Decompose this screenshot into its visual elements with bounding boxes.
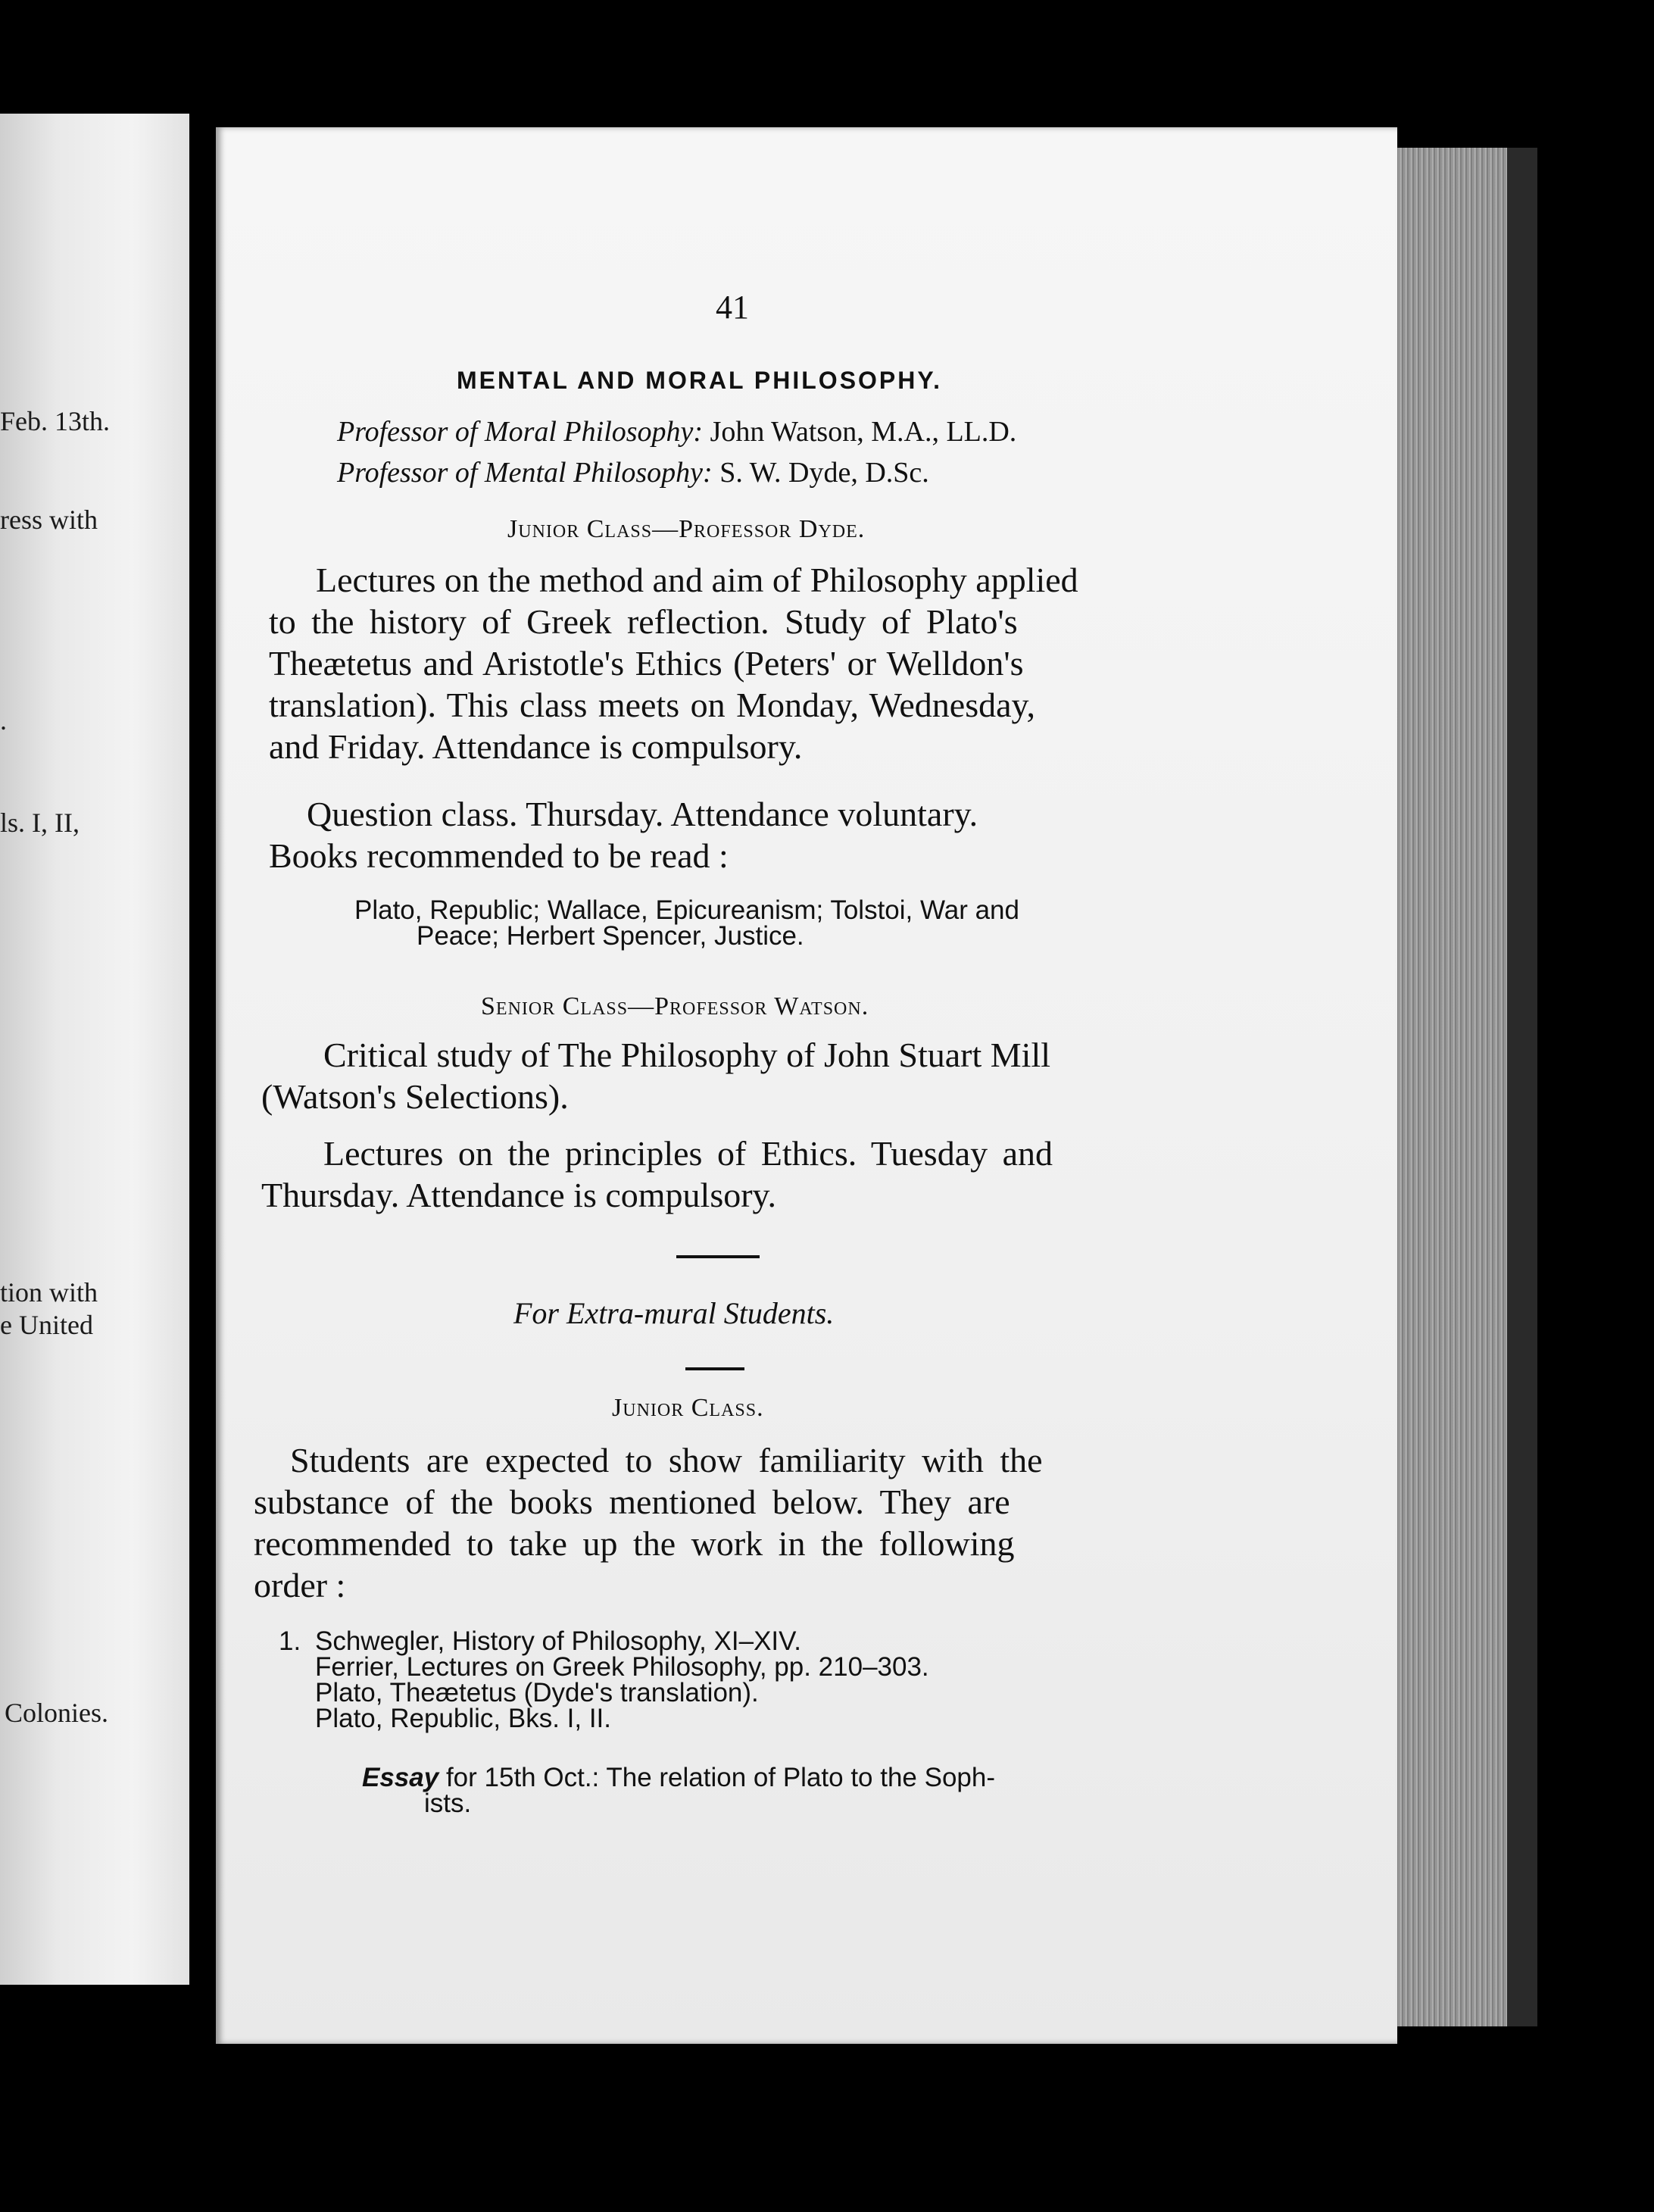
left-page-line: ress with bbox=[0, 505, 98, 535]
paragraph-line: (Watson's Selections). bbox=[261, 1077, 569, 1116]
junior-class-paragraph bbox=[269, 559, 1197, 767]
left-page-line: e United bbox=[0, 1310, 93, 1340]
essay-label: Essay bbox=[362, 1763, 439, 1792]
essay-text: for 15th Oct.: The relation of Plato to the Soph- bbox=[445, 1763, 996, 1792]
paragraph-line: and Friday. Attendance is compulsory. bbox=[269, 727, 803, 766]
book-page-edges bbox=[1393, 148, 1507, 2026]
left-page-line: tion with bbox=[0, 1277, 98, 1308]
book-spine-shadow bbox=[1507, 148, 1537, 2026]
essay-line: ists. bbox=[424, 1789, 472, 1818]
page-number: 41 bbox=[716, 289, 749, 326]
paragraph-line: Lectures on the method and aim of Philosophy applied bbox=[316, 561, 1078, 599]
paragraph-line: Books recommended to be read : bbox=[269, 836, 729, 875]
paragraph-line: Lectures on the principles of Ethics. Tuesday and bbox=[323, 1134, 1053, 1173]
paragraph-line: Theætetus and Aristotle's Ethics (Peters' or Welldon's bbox=[269, 644, 1024, 683]
paragraph-line: Question class. Thursday. Attendance voluntary. bbox=[307, 795, 978, 833]
paragraph-line: substance of the books mentioned below. They are bbox=[254, 1482, 1010, 1521]
list-number: 1. bbox=[279, 1626, 301, 1656]
professor-name: S. W. Dyde, D.Sc. bbox=[719, 457, 929, 489]
senior-class-heading: Senior Class—Professor Watson. bbox=[481, 992, 869, 1020]
professor-role: Professor of Moral Philosophy: bbox=[337, 416, 704, 448]
left-page-line: Colonies. bbox=[5, 1698, 109, 1728]
section-title: MENTAL AND MORAL PHILOSOPHY. bbox=[457, 367, 943, 394]
book-line: Peace; Herbert Spencer, Justice. bbox=[417, 921, 804, 951]
senior-class-paragraph bbox=[261, 1034, 1193, 1117]
essay-assignment bbox=[362, 1765, 1180, 1817]
book-line: Plato, Republic; Wallace, Epicureanism; Tolstoi, War and bbox=[354, 895, 1019, 925]
professor-role: Professor of Mental Philosophy: bbox=[337, 457, 713, 489]
left-page-line: Feb. 13th. bbox=[0, 406, 111, 436]
list-entries bbox=[279, 1626, 1150, 1733]
paragraph-line: Students are expected to show familiarity with the bbox=[290, 1441, 1043, 1479]
left-facing-page bbox=[0, 114, 189, 1985]
left-page-line: . bbox=[0, 705, 7, 736]
list-entry: Schwegler, History of Philosophy, XI–XIV. bbox=[315, 1626, 801, 1656]
professor-line-mental bbox=[337, 456, 929, 489]
recommended-books bbox=[354, 895, 1203, 951]
junior-class-heading: Junior Class—Professor Dyde. bbox=[507, 515, 866, 543]
essay-line bbox=[362, 1765, 1180, 1791]
senior-lectures-paragraph bbox=[261, 1133, 1193, 1216]
paragraph-line: translation). This class meets on Monday, Wednesday, bbox=[269, 686, 1036, 724]
extra-mural-junior-heading: Junior Class. bbox=[612, 1394, 764, 1422]
left-page-line: ls. I, II, bbox=[0, 808, 80, 838]
paragraph-line: order : bbox=[254, 1566, 346, 1604]
extra-mural-title: For Extra-mural Students. bbox=[513, 1296, 835, 1330]
paragraph-line: Critical study of The Philosophy of John Stuart Mill bbox=[323, 1036, 1051, 1074]
professor-name: John Watson, M.A., LL.D. bbox=[710, 416, 1017, 448]
list-entry: Ferrier, Lectures on Greek Philosophy, pp. 210–303. bbox=[315, 1652, 929, 1682]
section-divider bbox=[685, 1367, 744, 1370]
section-divider bbox=[676, 1255, 760, 1258]
list-entry: Plato, Theætetus (Dyde's translation). bbox=[315, 1678, 759, 1707]
extra-mural-reading-list bbox=[279, 1626, 1150, 1733]
professor-line-moral bbox=[337, 415, 1016, 448]
extra-mural-intro bbox=[254, 1439, 1181, 1606]
paragraph-line: to the history of Greek reflection. Study of Plato's bbox=[269, 602, 1018, 641]
paragraph-line: Thursday. Attendance is compulsory. bbox=[261, 1176, 777, 1214]
paragraph-line: recommended to take up the work in the following bbox=[254, 1524, 1015, 1563]
question-class-paragraph bbox=[269, 793, 1197, 876]
list-entry: Plato, Republic, Bks. I, II. bbox=[315, 1704, 611, 1733]
